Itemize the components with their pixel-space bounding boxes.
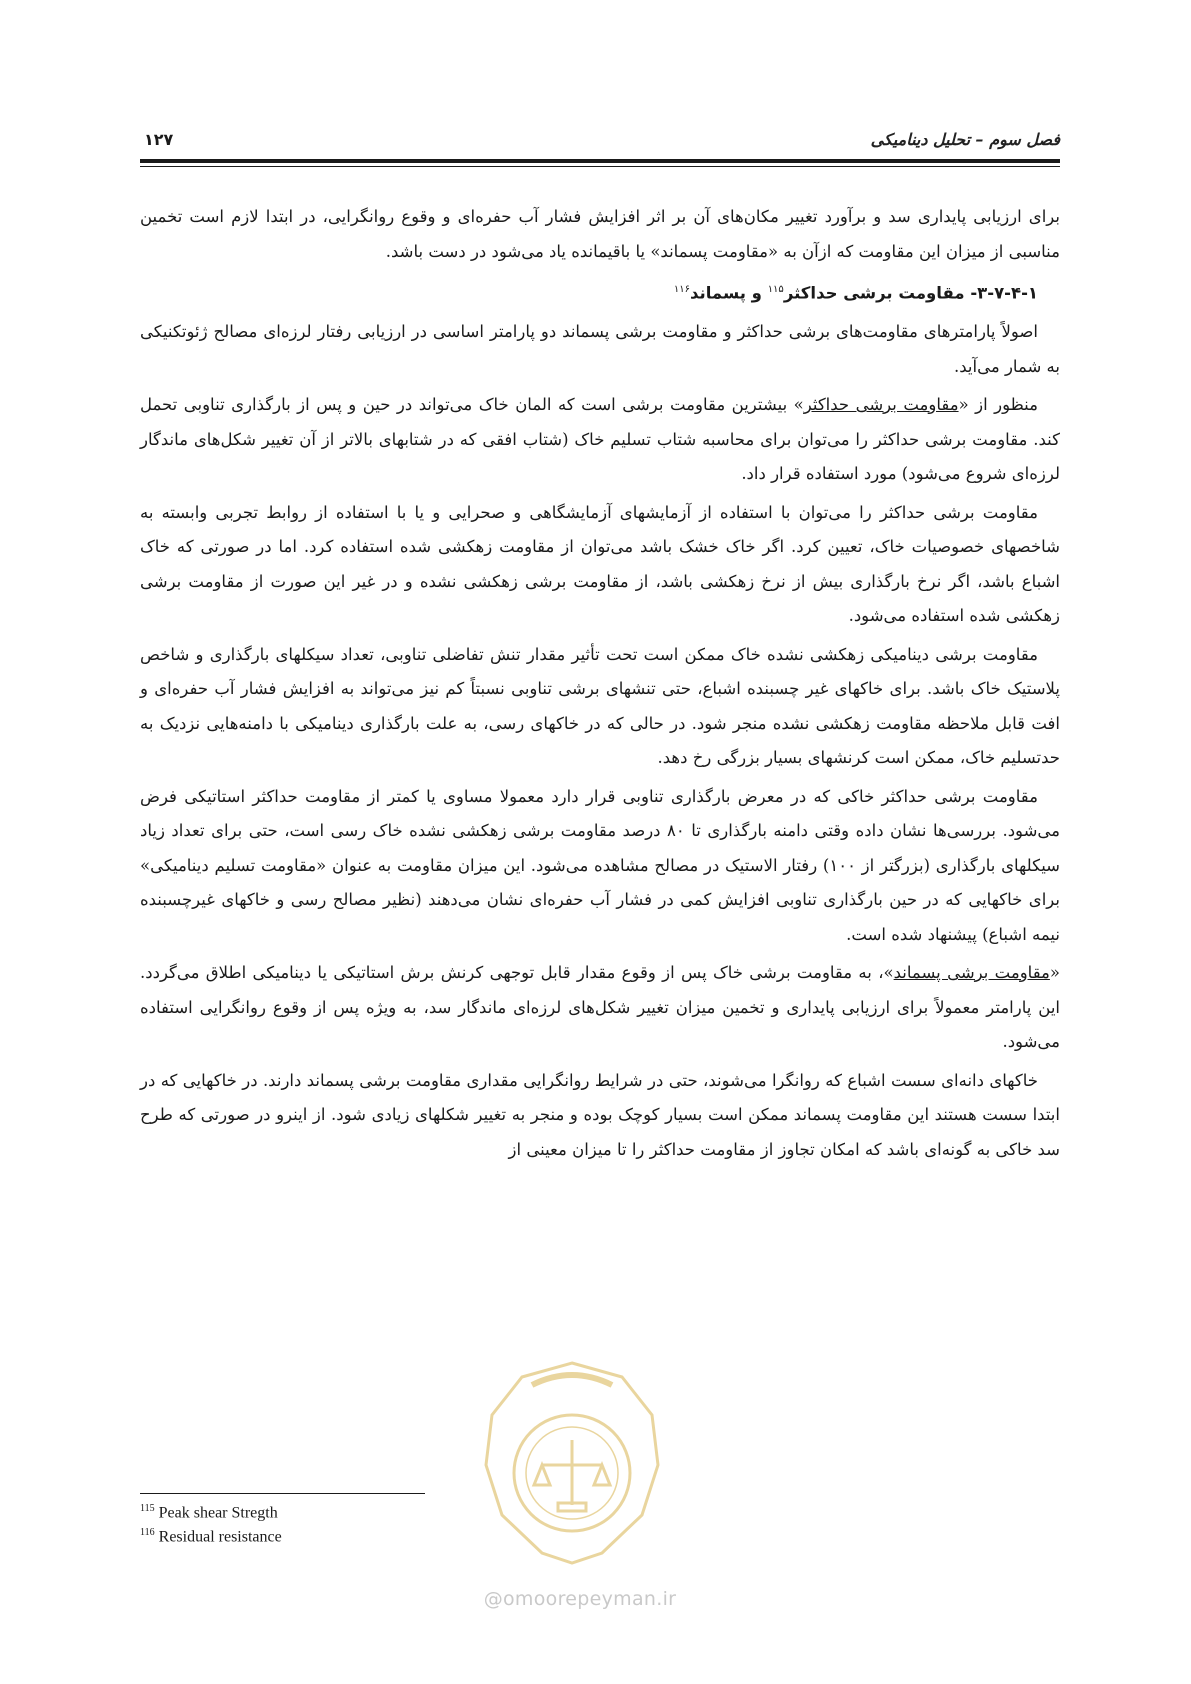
paragraph-6 xyxy=(140,956,1060,1060)
paragraph-6-post: »، به مقاومت برشی خاک پس از وقوع مقدار قابل توجهی کرنش برش استاتیکی یا دینامیکی اطلاق می‌گردد. این پارامتر معمولاً برای ارزیابی پایداری و تخمین میزان تغییر شکل‌های لرزه‌ای ماندگار سد، به ویژه پس از وقوع روانگرایی استفاده می‌شود. xyxy=(140,963,1060,1051)
footnote-rule xyxy=(140,1493,425,1494)
footnote-text: Peak shear Stregth xyxy=(158,1504,278,1522)
section-heading-conj: و پسماند xyxy=(689,283,768,303)
page-number: ۱۲۷ xyxy=(144,130,174,149)
header-rule-thick xyxy=(140,159,1060,163)
watermark-url: @omoorepeyman.ir xyxy=(483,1588,677,1610)
footnote-number: 116 xyxy=(140,1527,155,1539)
paragraph-7: خاکهای دانه‌ای سست اشباع که روانگرا می‌شوند، حتی در شرایط روانگرایی مقداری مقاومت برشی پسماند دارند. در خاکهایی که در ابتدا سست هستند این مقاومت پسماند ممکن است بسیار کوچک بوده و منجر به تغییر شکلهای زیادی شود. از اینرو در صورتی که طرح سد خاکی به گونه‌ای باشد که امکان تجاوز از مقاومت حداکثر را تا میزان معینی از xyxy=(140,1070,1060,1159)
header-rule-thin xyxy=(140,166,1060,167)
footnote-ref-116: ۱۱۶ xyxy=(673,284,690,295)
paragraph-5: مقاومت برشی حداکثر خاکی که در معرض بارگذاری تناوبی قرار دارد معمولا مساوی یا کمتر از مقاومت حداکثر استاتیکی فرض می‌شود. بررسی‌ها نشان داده وقتی دامنه بارگذاری تا ۸۰ درصد مقاومت برشی زهکشی نشده خاک رسی است، حتی برای تعداد زیاد سیکلهای بارگذاری (بزرگتر از ۱۰۰) رفتار الاستیک در مصالح مشاهده می‌شود. این میزان مقاومت به عنوان «مقاومت تسلیم دینامیکی» برای خاکهایی که در حین بارگذاری تناوبی افزایش کمی در فشار آب حفره‌ای نشان می‌دهند (نظیر مصالح رسی و خاکهای غیرچسبنده نیمه اشباع) پیشنهاد شده است. xyxy=(140,786,1060,944)
term-residual-shear-strength: مقاومت برشی پسماند xyxy=(893,963,1050,982)
footnote-text: Residual resistance xyxy=(158,1528,282,1546)
seal-watermark-icon xyxy=(472,1355,672,1570)
paragraph-2-pre: منظور از « xyxy=(958,395,1038,414)
paragraph-2-post: » بیشترین مقاومت برشی است که المان خاک می‌تواند در حین و پس از بارگذاری تناوبی تحمل کند. مقاومت برشی حداکثر را می‌توان برای محاسبه شتاب تسلیم خاک (شتاب افقی که در شتابهای بالاتر از آن تغییر شکل‌های ماندگار لرزه‌ای شروع می‌شود) مورد استفاده قرار داد. xyxy=(140,395,1060,483)
chapter-title: فصل سوم – تحلیل دینامیکی xyxy=(870,130,1060,149)
paragraph-3: مقاومت برشی حداکثر را می‌توان با استفاده از آزمایشهای آزمایشگاهی و صحرایی و یا با استفاده از روابط تجربی وابسته به شاخصهای خصوصیات خاک، تعیین کرد. اگر خاک خشک باشد می‌توان از مقاومت زهکشی شده استفاده کرد. اما در صورتی که خاک اشباع باشد، اگر نرخ بارگذاری بیش از نرخ زهکشی باشد، از مقاومت برشی زهکشی نشده و در غیر این صورت از مقاومت برشی زهکشی شده استفاده می‌شود. xyxy=(140,502,1060,625)
section-heading xyxy=(140,273,1060,311)
intro-paragraph: برای ارزیابی پایداری سد و برآورد تغییر مکان‌های آن بر اثر افزایش فشار آب حفره‌ای و وقوع روانگرایی، در ابتدا لازم است تخمین مناسبی از میزان این مقاومت که ازآن به «مقاومت پسماند» یا باقیمانده یاد می‌شود در دست باشد. xyxy=(140,207,1060,261)
paragraph-4: مقاومت برشی دینامیکی زهکشی نشده خاک ممکن است تحت تأثیر مقدار تنش تفاضلی تناوبی، تعداد سیکلهای بارگذاری و شاخص پلاستیک خاک باشد. برای خاکهای غیر چسبنده اشباع، حتی تنشهای برشی تناوبی نسبتاً کم نیز می‌تواند به افزایش فشار آب حفره‌ای و افت قابل ملاحظه مقاومت زهکشی نشده منجر شود. در حالی که در خاکهای رسی، به علت بارگذاری دینامیکی با دامنه‌هایی نزدیک به حدتسلیم خاک، ممکن است کرنشهای بسیار بزرگی رخ دهد. xyxy=(140,644,1060,767)
term-peak-shear-strength: مقاومت برشی حداکثر xyxy=(803,395,959,414)
body-text xyxy=(140,200,1060,1171)
footnote-number: 115 xyxy=(140,1503,155,1514)
footnote-ref-115: ۱۱۵ xyxy=(767,284,784,295)
section-heading-text: ۳-۷-۴-۱- مقاومت برشی حداکثر xyxy=(783,283,1038,303)
footnotes xyxy=(140,1499,282,1548)
footnote-116 xyxy=(140,1523,282,1547)
paragraph-1: اصولاً پارامترهای مقاومت‌های برشی حداکثر و مقاومت برشی پسماند دو پارامتر اساسی در ارزیابی رفتار لرزه‌ای مصالح ژئوتکنیکی به شمار می‌آید. xyxy=(140,322,1060,376)
paragraph-6-pre: « xyxy=(1049,963,1060,982)
footnote-115 xyxy=(140,1499,282,1523)
paragraph-2 xyxy=(140,388,1060,492)
page-header xyxy=(140,126,1060,156)
